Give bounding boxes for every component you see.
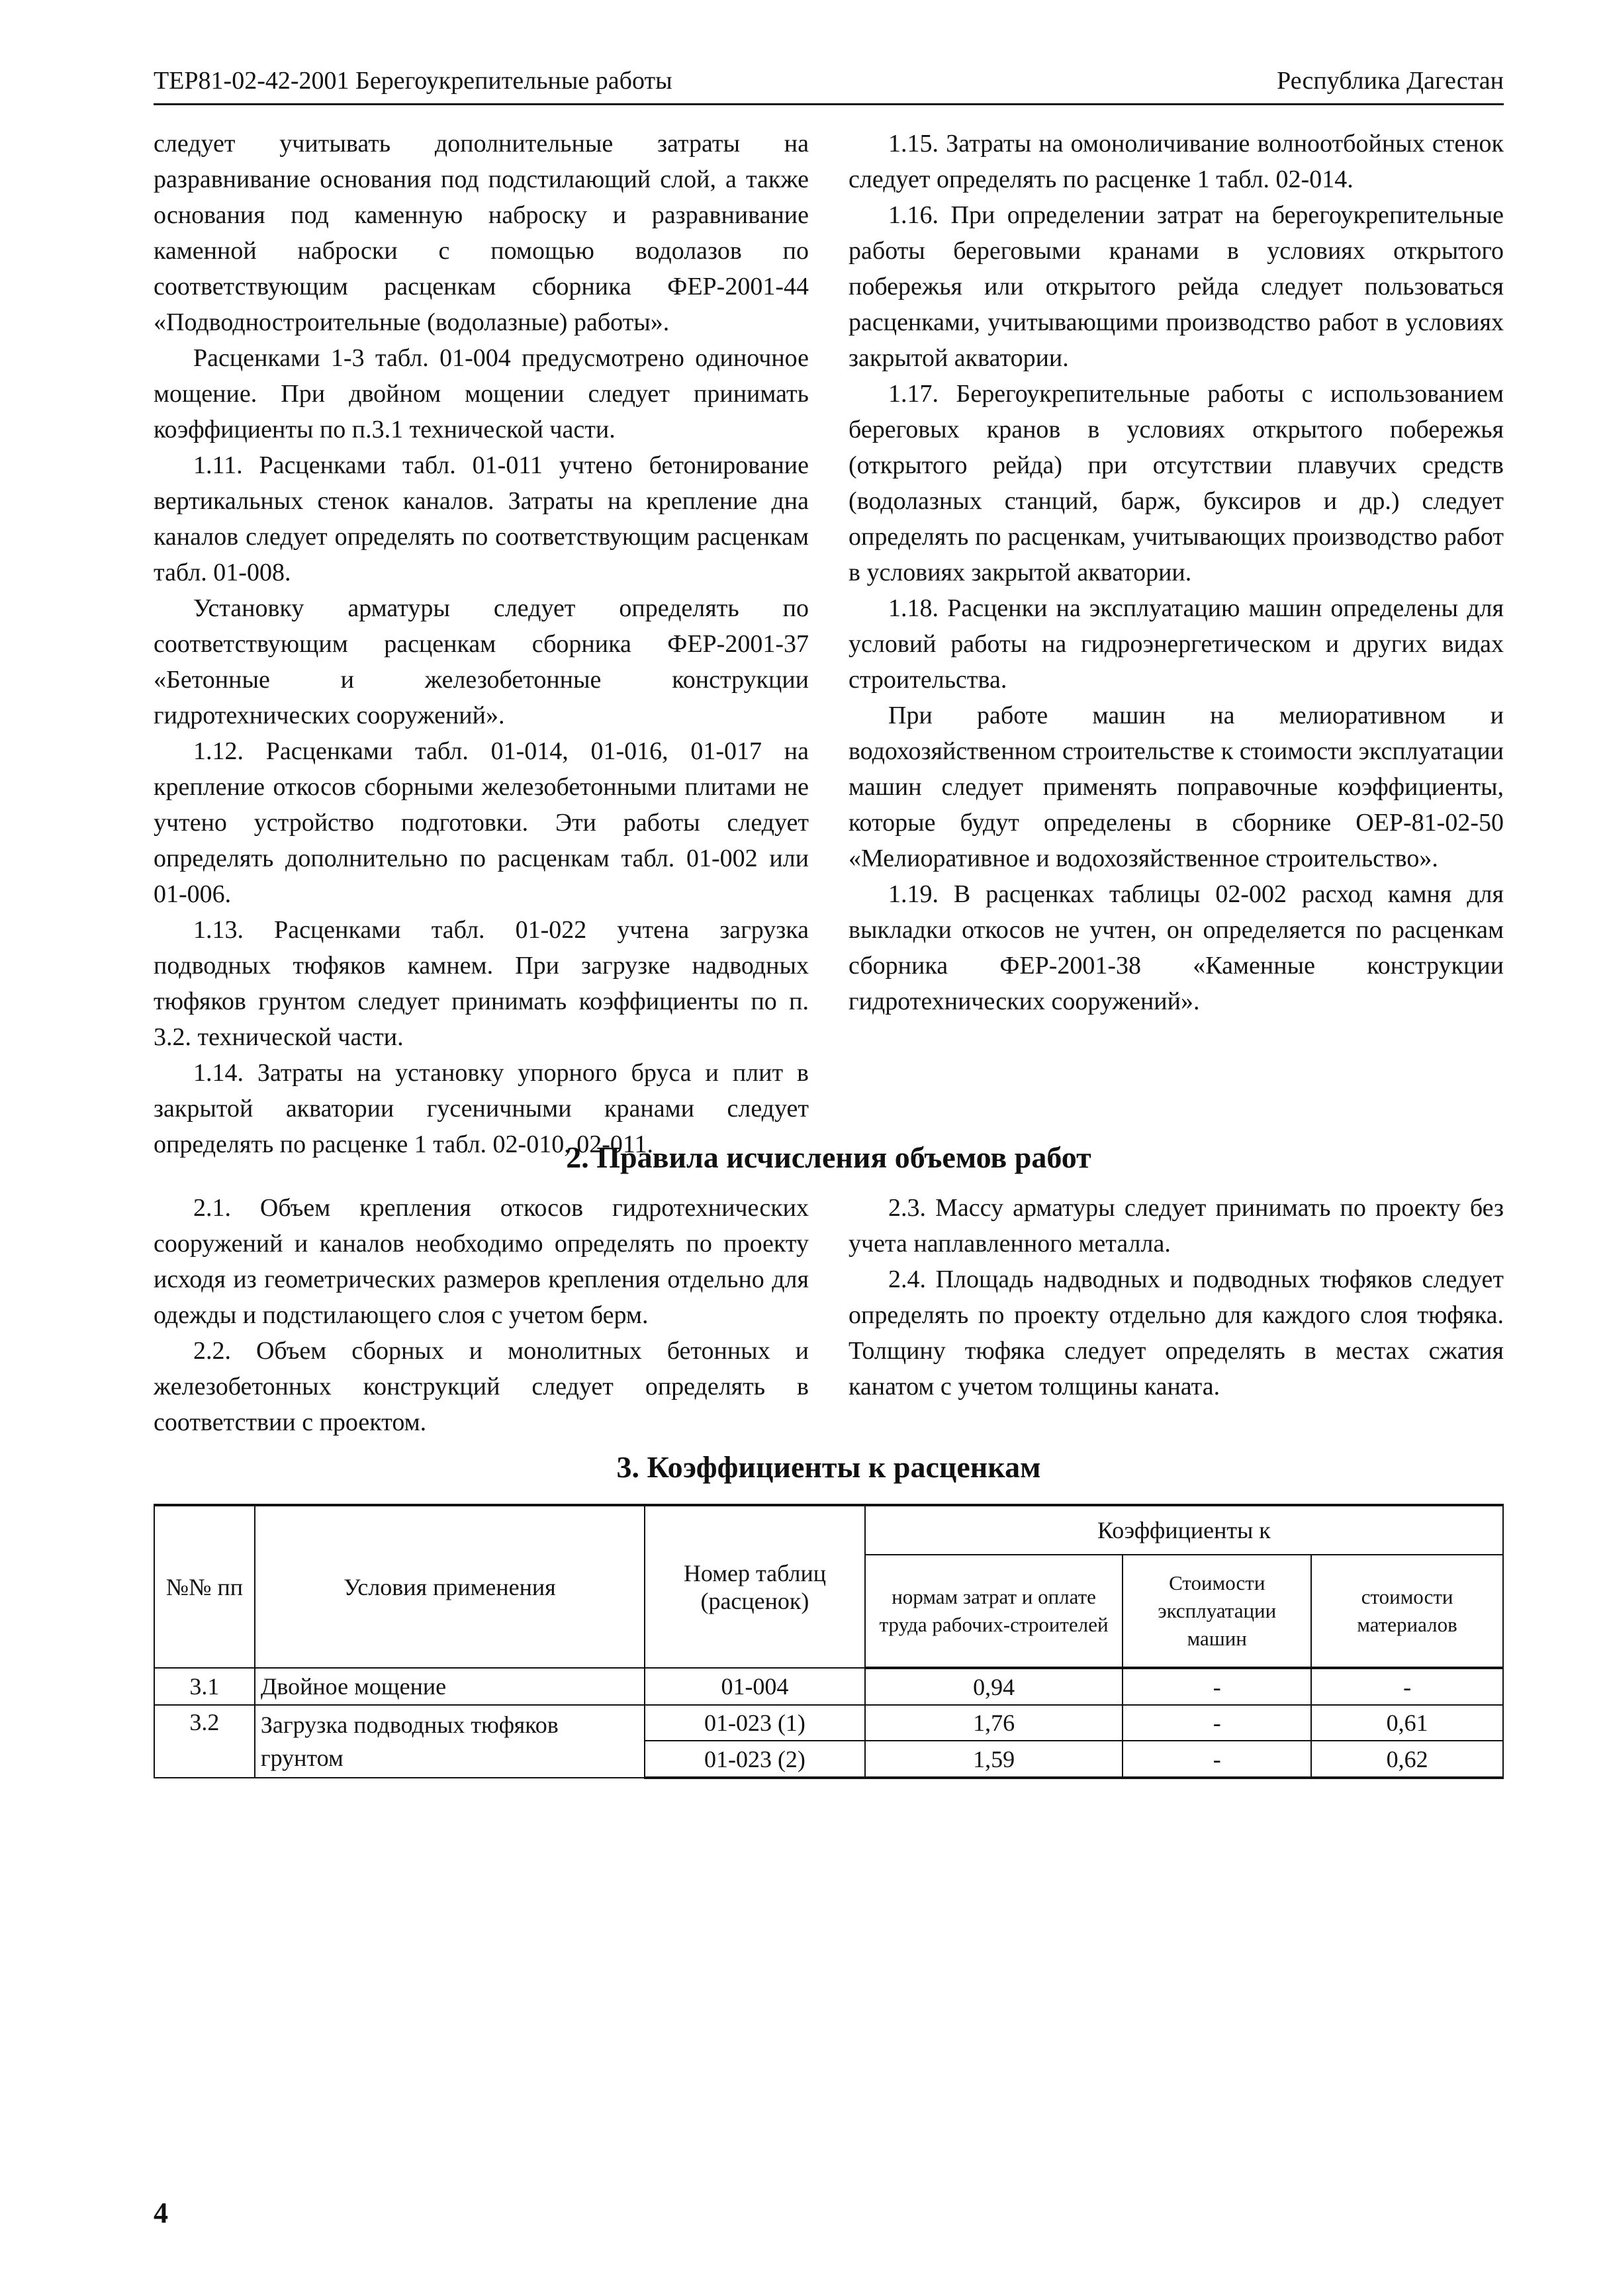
section2-columns [154, 1190, 1504, 1440]
header-region: Республика Дагестан [1277, 67, 1504, 95]
page-header [154, 64, 1504, 105]
coefficients-table [154, 1504, 1504, 1779]
paragraph: 1.16. При определении затрат на берегоукрепительные работы береговыми кранами в условиях открытого побережья или открытого рейда следует пользоваться расценками, учитывающими производство работ в условиях закрытой акватории. [849, 201, 1504, 372]
section1-right-column [849, 126, 1504, 1162]
cell-table-no: 01-023 (1) [645, 1705, 865, 1741]
cell-table-no: 01-023 (2) [645, 1741, 865, 1778]
cell-materials: - [1311, 1668, 1503, 1705]
paragraph: 2.2. Объем сборных и монолитных бетонных и железобетонных конструкций следует определять в соответствии с проектом. [154, 1337, 809, 1436]
paragraph: 1.11. Расценками табл. 01-011 учтено бетонирование вертикальных стенок каналов. Затраты на крепление дна каналов следует определять по соответствующим расценкам табл. 01-008. [154, 451, 809, 586]
cell-machines: - [1123, 1705, 1311, 1741]
section1-columns [154, 126, 1504, 1162]
cell-labor: 1,59 [865, 1741, 1123, 1778]
cell-machines: - [1123, 1668, 1311, 1705]
cell-num: 3.1 [154, 1668, 255, 1705]
paragraph: 1.15. Затраты на омоноличивание волноотбойных стенок следует определять по расценке 1 табл. 02-014. [849, 130, 1504, 193]
page-number: 4 [154, 2197, 168, 2229]
table-row [154, 1668, 1503, 1705]
header-labor: нормам затрат и оплате труда рабочих-строителей [865, 1555, 1123, 1668]
header-machines: Стоимости эксплуатации машин [1123, 1555, 1311, 1668]
paragraph: Установку арматуры следует определять по соответствующим расценкам сборника ФЕР-2001-37 «Бетонные и железобетонные конструкции гидротехнических сооружений». [154, 594, 809, 729]
cell-materials: 0,61 [1311, 1705, 1503, 1741]
header-conditions: Условия применения [255, 1505, 645, 1668]
header-table-no: Номер таблиц (расценок) [645, 1505, 865, 1668]
section3-title: 3. Коэффициенты к расценкам [616, 1450, 1041, 1484]
section2-right-column [849, 1190, 1504, 1440]
cell-conditions: Двойное мощение [255, 1668, 645, 1705]
paragraph: следует учитывать дополнительные затраты на разравнивание основания под подстилающий слой, а также основания под каменную наброску и разравнивание каменной наброски с помощью водолазов по соответствующим расценкам сборника ФЕР-2001-44 «Подводностроительные (водолазные) работы». [154, 130, 809, 336]
section1-left-column [154, 126, 809, 1162]
paragraph: 1.18. Расценки на эксплуатацию машин определены для условий работы на гидроэнергетическом и других видах строительства. [849, 594, 1504, 694]
cell-machines: - [1123, 1741, 1311, 1778]
paragraph: 1.13. Расценками табл. 01-022 учтена загрузка подводных тюфяков камнем. При загрузке надводных тюфяков грунтом следует принимать коэффициенты по п. 3.2. технической части. [154, 916, 809, 1051]
cell-materials: 0,62 [1311, 1741, 1503, 1778]
paragraph: 2.1. Объем крепления откосов гидротехнических сооружений и каналов необходимо определять по проекту исходя из геометрических размеров крепления отдельно для одежды и подстилающего слоя с учетом берм. [154, 1194, 809, 1329]
paragraph: 2.4. Площадь надводных и подводных тюфяков следует определять по проекту отдельно для каждого слоя тюфяка. Толщину тюфяка следует определять в местах сжатия канатом с учетом толщины каната. [849, 1265, 1504, 1401]
cell-table-no: 01-004 [645, 1668, 865, 1705]
header-num: №№ пп [154, 1505, 255, 1668]
paragraph: 1.17. Берегоукрепительные работы с использованием береговых кранов в условиях открытого побережья (открытого рейда) при отсутствии плавучих средств (водолазных станций, барж, буксиров и др.) следует определять по расценкам, учитывающих производство работ в условиях закрытой акватории. [849, 380, 1504, 586]
cell-labor: 0,94 [865, 1668, 1123, 1705]
paragraph: Расценками 1-3 табл. 01-004 предусмотрено одиночное мощение. При двойном мощении следует принимать коэффициенты по п.3.1 технической части. [154, 344, 809, 443]
paragraph: 1.19. В расценках таблицы 02-002 расход камня для выкладки откосов не учтен, он определяется по расценкам сборника ФЕР-2001-38 «Каменные конструкции гидротехнических сооружений». [849, 880, 1504, 1015]
section2-left-column [154, 1190, 809, 1440]
header-coef-group: Коэффициенты к [865, 1505, 1503, 1555]
table-row [154, 1705, 1503, 1741]
paragraph: 1.12. Расценками табл. 01-014, 01-016, 01-017 на крепление откосов сборными железобетонными плитами не учтено устройство подготовки. Эти работы следует определять дополнительно по расценкам табл. 01-002 или 01-006. [154, 737, 809, 908]
cell-num: 3.2 [154, 1705, 255, 1778]
header-document-title: ТЕР81-02-42-2001 Берегоукрепительные работы [154, 67, 672, 95]
section2-title: 2. Правила исчисления объемов работ [566, 1140, 1091, 1174]
header-materials: стоимости материалов [1311, 1555, 1503, 1668]
paragraph: 2.3. Массу арматуры следует принимать по проекту без учета наплавленного металла. [849, 1194, 1504, 1258]
cell-labor: 1,76 [865, 1705, 1123, 1741]
paragraph: 1.14. Затраты на установку упорного бруса и плит в закрытой акватории гусеничными кранами следует определять по расценке 1 табл. 02-010, 02-011. [154, 1059, 809, 1158]
paragraph: При работе машин на мелиоративном и водохозяйственном строительстве к стоимости эксплуатации машин следует применять поправочные коэффициенты, которые будут определены в сборнике ОЕР-81-02-50 «Мелиоративное и водохозяйственное строительство». [849, 702, 1504, 872]
cell-conditions: Загрузка подводных тюфяков грунтом [255, 1705, 645, 1778]
